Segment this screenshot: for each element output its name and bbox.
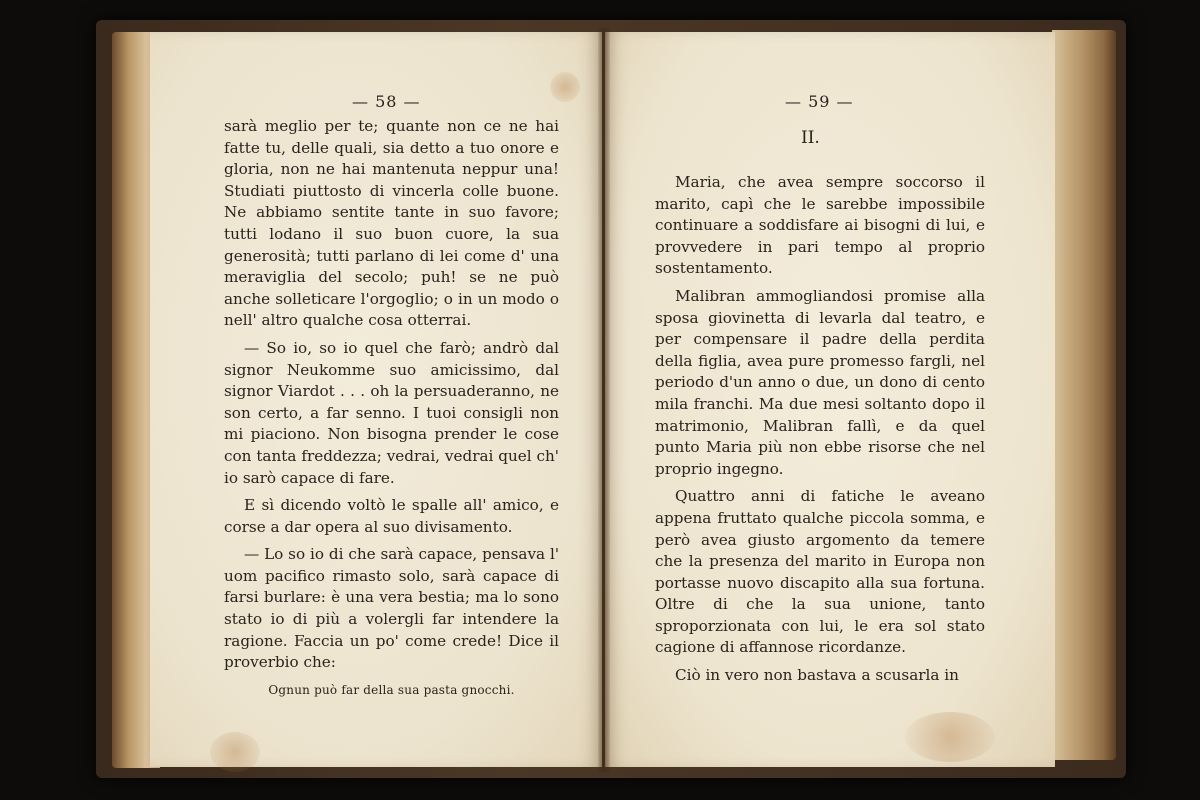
paragraph: Ciò in vero non bastava a scusarla in: [675, 666, 959, 685]
page-text: [224, 116, 559, 707]
verse-line: Ognun può far della sua pasta gnocchi.: [268, 682, 515, 697]
paragraph: — So io, so io quel che farò; andrò dal signor Neukomme suo amicissimo, dal signor Viardot . . . oh la persuaderanno, ne son certo, a far senno. I tuoi consigli non mi piaciono. Non bisogna prender le cose con tanta freddezza; vedrai, vedrai quel ch' io sarò capace di fare.: [224, 338, 559, 487]
page-number: — 58 —: [352, 92, 421, 111]
left-page: [150, 32, 602, 767]
section-heading: II.: [801, 128, 820, 148]
paragraph: Malibran ammogliandosi promise alla sposa giovinetta di levarla dal teatro, e per compensare il padre della perdita della figlia, avea pure promesso fargli, nel periodo d'un anno o due, un dono di cento mila franchi. Ma due mesi soltanto dopo il matrimonio, Malibran fallì, e da quel punto Maria più non ebbe risorse che nel proprio ingegno.: [655, 286, 985, 478]
page-edges-right: [1052, 30, 1116, 760]
foxing-stain: [905, 712, 995, 762]
paragraph: Quattro anni di fatiche le aveano appena fruttato qualche piccola somma, e però avea giusto argomento da temere che la presenza del marito in Europa non portasse nuovo discapito alla sua fortuna. Oltre di che la sua unione, tanto sproporzionata con lui, le era sol stato cagione di affannose ricordanze.: [655, 487, 985, 657]
paragraph: sarà meglio per te; quante non ce ne hai fatte tu, delle quali, sia detto a tuo onore e gloria, non ne hai mantenuta neppur una! Studiati piuttosto di vincerla colle buone. Ne abbiamo sentite tante in suo favore; tutti lodano il suo buon cuore, la sua generosità; tutti parlano di lei come d' una meraviglia del secolo; puh! se ne può anche solleticare l'orgoglio; o in un modo o nell' altro qualche cosa otterrai.: [224, 117, 559, 330]
foxing-stain: [550, 72, 580, 102]
right-page: [605, 32, 1055, 767]
page-text: [655, 172, 985, 693]
paragraph: Maria, che avea sempre soccorso il marito, capì che le sarebbe impossibile continuare a soddisfare ai bisogni di lui, e provvedere in pari tempo al proprio sostentamento.: [655, 173, 985, 278]
paragraph: E sì dicendo voltò le spalle all' amico, e corse a dar opera al suo divisamento.: [224, 496, 559, 536]
book-gutter: [598, 28, 610, 772]
foxing-stain: [210, 732, 260, 772]
page-number: — 59 —: [785, 92, 854, 111]
paragraph: — Lo so io di che sarà capace, pensava l' uom pacifico rimasto solo, sarà capace di farsi burlare: è una vera bestia; ma lo sono stato io di più a volergli far intendere la ragione. Faccia un po' come crede! Dice il proverbio che:: [224, 545, 559, 672]
